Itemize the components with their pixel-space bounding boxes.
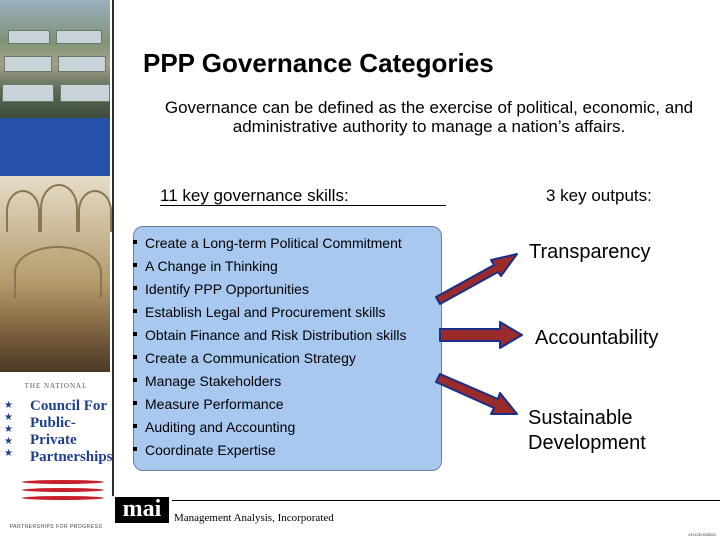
skills-heading: 11 key governance skills: xyxy=(160,186,349,205)
output-sustainable-development xyxy=(528,406,678,456)
stars-icon: ★ ★ ★ ★ ★ xyxy=(4,400,13,459)
output-accountability: Accountability xyxy=(535,327,659,349)
arrow-to-transparency-icon xyxy=(436,254,517,304)
arrow-to-accountability-icon xyxy=(440,322,522,348)
output-sustainable-development-label: Sustainable Development xyxy=(528,407,646,454)
skill-label: Identify PPP Opportunities xyxy=(145,281,309,297)
governance-definition: Governance can be defined as the exercise of political, economic, and administrative authority to manage a nation’s affairs. xyxy=(164,98,694,136)
slide-title: PPP Governance Categories xyxy=(143,48,494,78)
output-transparency: Transparency xyxy=(529,241,651,263)
mai-logo: mai xyxy=(115,497,169,523)
skill-label: Manage Stakeholders xyxy=(145,373,282,389)
skill-label: Create a Long-term Political Commitment xyxy=(145,235,402,251)
skill-label: Obtain Finance and Risk Distribution skills xyxy=(145,327,407,343)
footer-company: Management Analysis, Incorporated xyxy=(174,512,334,524)
skill-label: Create a Communication Strategy xyxy=(145,350,356,366)
skill-label: Coordinate Expertise xyxy=(145,442,276,458)
logo-tagline: PARTNERSHIPS FOR PROGRESS xyxy=(9,524,103,530)
skill-label: Auditing and Accounting xyxy=(145,419,296,435)
skill-label: Measure Performance xyxy=(145,396,284,412)
skill-label: Establish Legal and Procurement skills xyxy=(145,304,386,320)
footer-code: CH12E092B0G xyxy=(688,532,716,537)
arrow-to-sustainable-development-icon xyxy=(436,374,517,414)
logo-name: Council For Public-Private Partnerships xyxy=(30,398,113,465)
logo-small-text: THE NATIONAL xyxy=(24,382,88,390)
outputs-heading: 3 key outputs: xyxy=(546,186,652,205)
footer-rule xyxy=(172,500,720,501)
skill-label: A Change in Thinking xyxy=(145,258,278,274)
